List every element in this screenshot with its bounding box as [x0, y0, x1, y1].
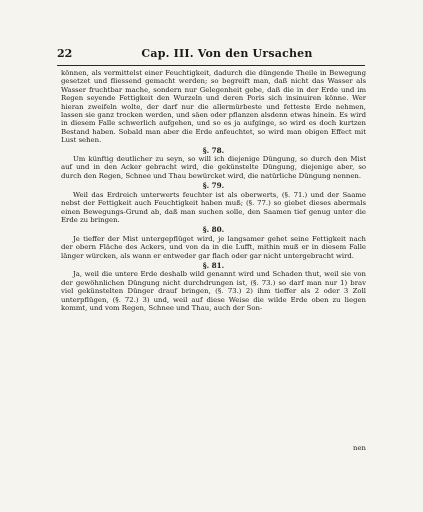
section-heading-78: §. 78.: [202, 145, 225, 155]
header-rule: [57, 65, 365, 66]
page-number: 22: [57, 47, 73, 60]
catchword: nen: [353, 444, 366, 452]
running-head: Cap. III. Von den Ursachen: [141, 47, 313, 60]
paragraph-intro: können, als vermittelst einer Feuchtigkeit, dadurch die düngende Theile in Bewegung gesetzet und fliessend gemacht werden; so begreift man, daß nicht das Wasser als Wasser fruchtbar mache, sondern nur Gelegenheit gebe, daß die in der Erde und im Regen seyende Fettigkeit den Wurzeln und deren Poris sich insinuiren könne. Wer hieran zweifeln wolte, der darf nur die allermürbeste und fetteste Erde nehmen, lassen sie ganz trocken werden, und säen oder pflanzen alsdenn etwas hinein. Es wird in diesem Falle schwerlich aufgehen, und so es ja aufginge, so wird es doch kurtzen Bestand haben. Sobald man aber die Erde anfeuchtet, so wird man obigen Effect mit Lust sehen.: [61, 69, 366, 145]
paragraph-81: Ja, weil die untere Erde deshalb wild genannt wird und Schaden thut, weil sie von der gewöhnlichen Düngung nicht durchdrungen ist, (§. 73.) so darf man nur 1) brav viel gekünstelten Dünger drauf bringen, (§. 73.) 2) ihm tieffer als 2 oder 3 Zoll unterpflügen, (§. 72.) 3) und, weil auf diese Weise die wilde Erde oben zu liegen kommt, und vom Regen, Schnee und Thau, auch der Son-: [61, 270, 366, 312]
section-heading-81: §. 81.: [202, 260, 225, 270]
paragraph-79: Weil das Erdreich unterwerts feuchter ist als oberwerts, (§. 71.) und der Saame nebst der Fettigkeit auch Feuchtigkeit haben muß; (§. 77.) so giebet dieses abermals einen Bewegungs-Grund ab, daß man suchen solle, den Saamen tief genug unter die Erde zu bringen.: [61, 190, 366, 224]
paragraph-78: Um künftig deutlicher zu seyn, so will ich diejenige Düngung, so durch den Mist auf und in den Acker gebracht wird, die gekünstelte Düngung, diejenige aber, so durch den Regen, Schnee und Thau bewürcket wird, die natürliche Düngung nennen.: [61, 155, 366, 180]
paragraph-80: Je tieffer der Mist untergepflüget wird, je langsamer gehet seine Fettigkeit nach der obern Fläche des Ackers, und von da in die Lufft, mithin muß er in diesem Falle länger würcken, als wann er entweder gar flach oder gar nicht untergebracht wird.: [61, 234, 366, 260]
section-heading-79: §. 79.: [202, 181, 225, 191]
section-heading-80: §. 80.: [202, 225, 225, 235]
page-header: [57, 47, 364, 63]
body-text: [61, 69, 366, 312]
